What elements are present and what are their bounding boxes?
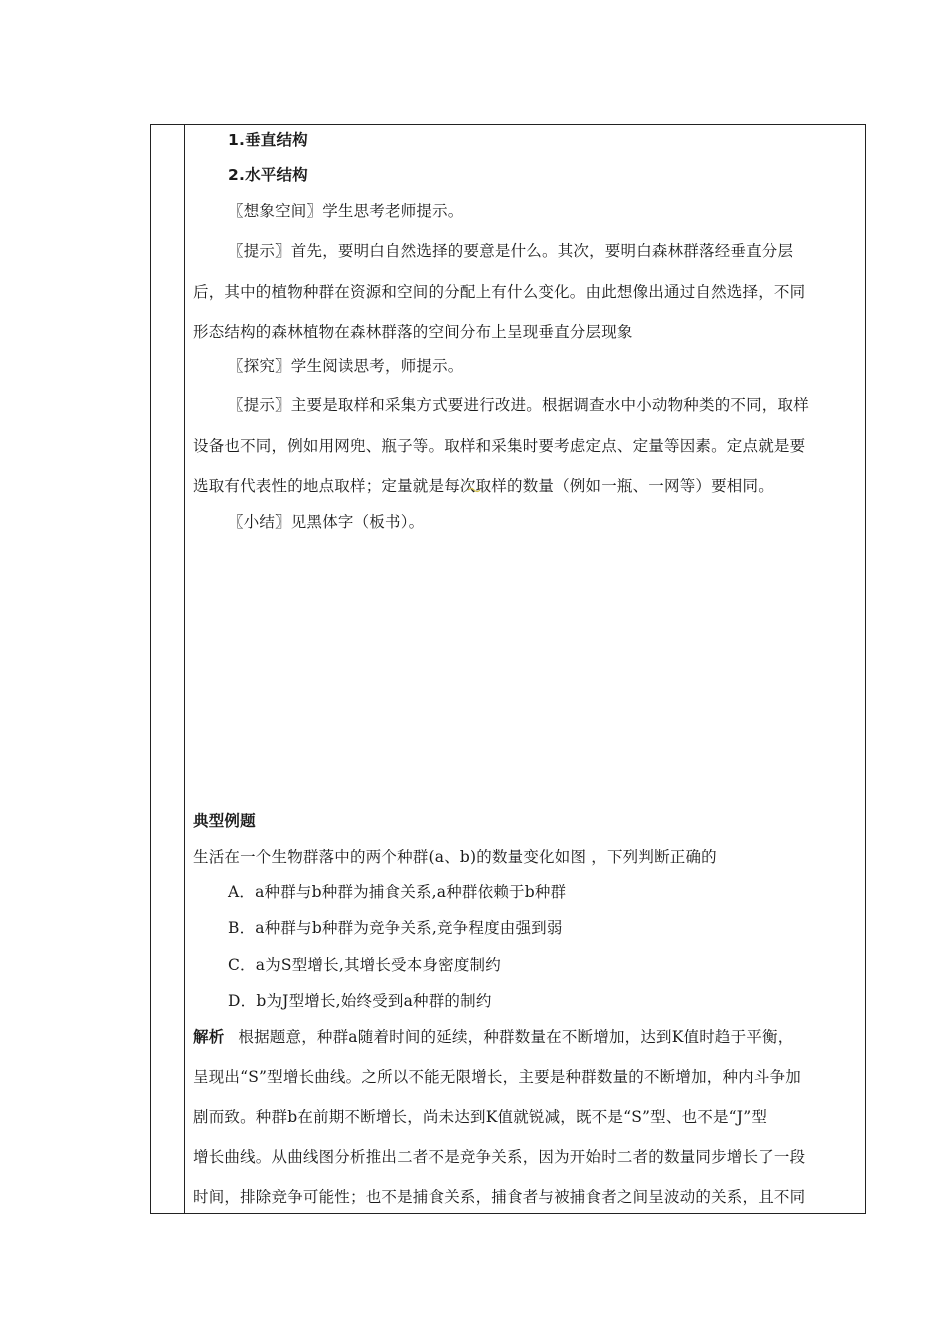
option-d: D．b为J型增长,始终受到a种群的制约 <box>228 992 492 1010</box>
left-column <box>151 125 185 1213</box>
analysis-label: 解析 <box>193 1028 225 1046</box>
edit-mark-icon <box>468 487 480 493</box>
hint-paragraph-line: 〖提示〗首先，要明白自然选择的要意是什么。其次，要明白森林群落经垂直分层 <box>228 242 794 260</box>
example-heading: 典型例题 <box>193 812 256 830</box>
hint2-paragraph-line: 〖提示〗主要是取样和采集方式要进行改进。根据调查水中小动物种类的不同，取样 <box>228 396 809 414</box>
analysis-line <box>185 1027 865 1047</box>
option-c: C．a为S型增长,其增长受本身密度制约 <box>228 956 501 974</box>
explore-paragraph: 〖探究〗学生阅读思考，师提示。 <box>228 357 464 375</box>
analysis-line: 呈现出“S”型增长曲线。之所以不能无限增长，主要是种群数量的不断增加，种内斗争加 <box>193 1068 801 1086</box>
hint2-paragraph-line: 设备也不同，例如用网兜、瓶子等。取样和采集时要考虑定点、定量等因素。定点就是要 <box>193 437 806 455</box>
heading-horizontal-structure: 2.水平结构 <box>228 166 308 184</box>
analysis-line: 增长曲线。从曲线图分析推出二者不是竞争关系，因为开始时二者的数量同步增长了一段 <box>193 1148 806 1166</box>
hint-paragraph-line: 形态结构的森林植物在森林群落的空间分布上呈现垂直分层现象 <box>193 323 633 341</box>
lesson-table <box>150 124 866 1214</box>
content-cell <box>185 125 865 1213</box>
option-a: A．a种群与b种群为捕食关系,a种群依赖于b种群 <box>228 883 567 901</box>
option-b: B．a种群与b种群为竞争关系,竞争程度由强到弱 <box>228 919 563 937</box>
hint2-paragraph-line: 选取有代表性的地点取样；定量就是每次取样的数量（例如一瓶、一网等）要相同。 <box>193 477 774 495</box>
analysis-text: 根据题意，种群a随着时间的延续，种群数量在不断增加，达到K值时趋于平衡， <box>238 1028 794 1046</box>
analysis-line: 时间，排除竞争可能性；也不是捕食关系，捕食者与被捕食者之间呈波动的关系，且不同 <box>193 1188 806 1206</box>
example-question: 生活在一个生物群落中的两个种群(a、b)的数量变化如图 ，下列判断正确的 <box>193 848 717 866</box>
hint-paragraph-line: 后，其中的植物种群在资源和空间的分配上有什么变化。由此想像出通过自然选择，不同 <box>193 283 806 301</box>
imagination-paragraph: 〖想象空间〗学生思考老师提示。 <box>228 202 464 220</box>
summary-paragraph: 〖小结〗见黑体字（板书）。 <box>228 513 425 531</box>
analysis-line: 剧而致。种群b在前期不断增长，尚未达到K值就锐减，既不是“S”型、也不是“J”型 <box>193 1108 768 1126</box>
heading-vertical-structure: 1.垂直结构 <box>228 131 308 149</box>
